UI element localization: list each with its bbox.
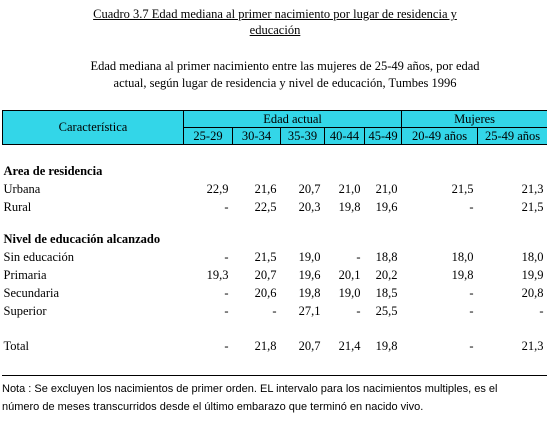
header-col: 40-44 <box>325 128 365 145</box>
cell: 19,8 <box>338 200 361 214</box>
header-group-age: Edad actual <box>184 111 402 128</box>
table-row <box>3 266 547 284</box>
cell: 21,0 <box>338 182 361 196</box>
cell: 20,7 <box>298 182 321 196</box>
cell: 18,5 <box>375 286 398 300</box>
table-subtitle-line-1: Edad mediana al primer nacimiento entre las mujeres de 25-49 años, por edad <box>90 59 480 73</box>
cell: - <box>356 250 361 264</box>
header-group-women: Mujeres <box>402 111 547 128</box>
table-row <box>3 302 547 320</box>
cell: 21,4 <box>338 339 361 353</box>
table-bottom-rule <box>2 375 547 376</box>
header-characteristic: Característica <box>3 111 184 145</box>
cell: 21,5 <box>254 250 277 264</box>
header-col: 25-29 <box>184 128 233 145</box>
table-subtitle-line-2: actual, según lugar de residencia y nivel de educación, Tumbes 1996 <box>113 76 457 90</box>
cell: 27,1 <box>298 304 321 318</box>
row-label: Sin educación <box>3 250 74 264</box>
cell: - <box>356 304 361 318</box>
section-heading: Nivel de educación alcanzado <box>3 232 161 246</box>
cell: 22,5 <box>254 200 277 214</box>
table-title <box>40 6 510 38</box>
cell: 21,3 <box>521 339 544 353</box>
cell: 22,9 <box>206 182 229 196</box>
cell: 19,8 <box>375 339 398 353</box>
cell: 20,6 <box>254 286 277 300</box>
cell: 18,8 <box>375 250 398 264</box>
cell: 20,3 <box>298 200 321 214</box>
cell: 25,5 <box>375 304 398 318</box>
row-label: Superior <box>3 304 47 318</box>
cell: 20,1 <box>338 268 361 282</box>
cell: - <box>539 304 544 318</box>
table-note-line-2: número de meses transcurridos desde el último embarazo que terminó en nacido vivo. <box>2 401 424 413</box>
cell: 21,6 <box>254 182 277 196</box>
table-subtitle <box>40 58 530 92</box>
cell: 19,6 <box>298 268 321 282</box>
row-label: Urbana <box>3 182 41 196</box>
cell: - <box>469 200 474 214</box>
cell: 21,0 <box>375 182 398 196</box>
cell: 21,3 <box>521 182 544 196</box>
table-title-line-1: Cuadro 3.7 Edad mediana al primer nacimiento por lugar de residencia y <box>93 7 457 21</box>
row-label: Primaria <box>3 268 47 282</box>
data-table <box>2 110 547 355</box>
cell: 19,8 <box>298 286 321 300</box>
cell: 18,0 <box>521 250 544 264</box>
header-col: 30-34 <box>233 128 281 145</box>
table-row <box>3 198 547 216</box>
cell: 18,0 <box>451 250 474 264</box>
cell: 20,2 <box>375 268 398 282</box>
cell: - <box>224 200 229 214</box>
row-label: Secundaria <box>3 286 60 300</box>
cell: - <box>224 304 229 318</box>
cell: 19,9 <box>521 268 544 282</box>
cell: 20,8 <box>521 286 544 300</box>
cell: 21,5 <box>451 182 474 196</box>
table-note-line-1: Nota : Se excluyen los nacimientos de primer orden. EL intervalo para los nacimientos multiples, es el <box>2 383 498 395</box>
cell: - <box>272 304 277 318</box>
header-col: 25-49 años <box>478 128 547 145</box>
section-heading: Area de residencia <box>3 164 103 178</box>
table-row <box>3 180 547 198</box>
cell: 21,8 <box>254 339 277 353</box>
table-row-total <box>3 337 547 355</box>
row-label: Total <box>3 339 30 353</box>
cell: - <box>224 339 229 353</box>
cell: - <box>224 250 229 264</box>
header-col: 20-49 años <box>402 128 478 145</box>
cell: 19,0 <box>298 250 321 264</box>
cell: 20,7 <box>254 268 277 282</box>
table-row <box>3 248 547 266</box>
cell: 19,8 <box>451 268 474 282</box>
table-title-line-2: educación <box>249 23 301 37</box>
cell: - <box>224 286 229 300</box>
cell: 19,6 <box>375 200 398 214</box>
cell: 19,0 <box>338 286 361 300</box>
cell: - <box>469 304 474 318</box>
header-col: 35-39 <box>281 128 325 145</box>
cell: 19,3 <box>206 268 229 282</box>
cell: - <box>469 286 474 300</box>
row-label: Rural <box>3 200 32 214</box>
table-row <box>3 284 547 302</box>
cell: 21,5 <box>521 200 544 214</box>
header-col: 45-49 <box>365 128 402 145</box>
cell: - <box>469 339 474 353</box>
table-note <box>2 380 542 416</box>
cell: 20,7 <box>298 339 321 353</box>
